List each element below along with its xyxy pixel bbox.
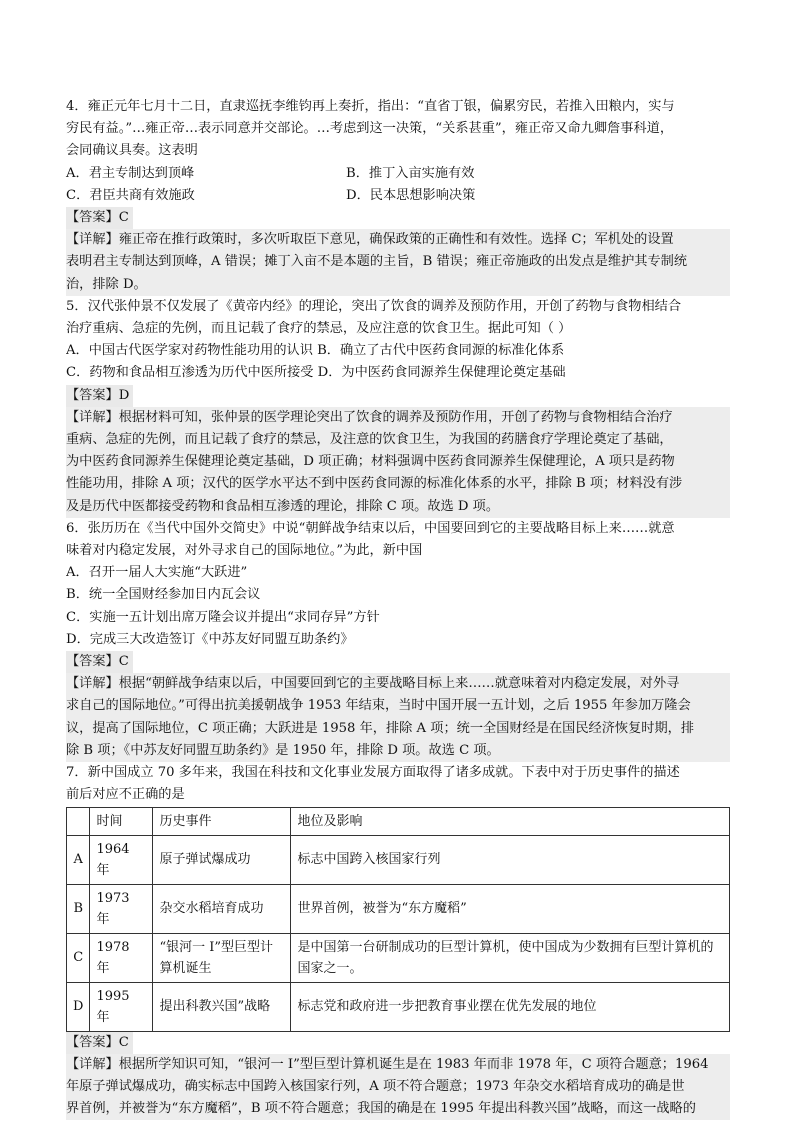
question-stem-line: 6．张历历在《当代中国外交简史》中说“朝鲜战争结束以后，中国要回到它的主要战略目标上来……就意 <box>66 520 675 536</box>
table-cell: 原子弹试爆成功 <box>153 835 291 884</box>
option-c: C．实施一五计划出席万隆会议并提出“求同存异”方针 <box>66 609 380 625</box>
table-row <box>67 933 730 982</box>
option-a: A．君主专制达到顶峰 <box>66 165 195 181</box>
table-cell: 标志中国跨入核国家行列 <box>291 835 730 884</box>
detail-line: 及是历代中医都接受药物和食品相互渗透的理论，排除 C 项。故选 D 项。 <box>66 498 500 514</box>
question-4 <box>66 96 730 296</box>
table-cell: 1964 年 <box>90 835 153 884</box>
table-header-row <box>67 807 730 835</box>
answer-label: 【答案】D <box>66 385 133 407</box>
option-c: C．君臣共商有效施政 <box>66 187 195 203</box>
question-stem-line: 会同确议具奏。这表明 <box>66 143 198 159</box>
table-cell: B <box>67 884 90 933</box>
question-stem-line: 5．汉代张仲景不仅发展了《黄帝内经》的理论，突出了饮食的调养及预防作用，开创了药物与食物相结合 <box>66 298 682 314</box>
document-page <box>66 96 730 1120</box>
question-stem-line: 4．雍正元年七月十二日，直隶巡抚李维钧再上奏折，指出：“直省丁银，偏累穷民，若推入田粮内，实与 <box>66 99 675 114</box>
detail-line: 年原子弹试爆成功，确实标志中国跨入核国家行列，A 项不符合题意；1973 年杂交水稻培育成功的确是世 <box>66 1078 685 1094</box>
detail-block <box>66 407 730 518</box>
detail-line: 【详解】雍正帝在推行政策时，多次听取臣下意见，确保政策的正确性和有效性。选择 C；军机处的设置 <box>66 232 674 248</box>
detail-line: 为中医药食同源养生保健理论奠定基础，D 项正确；材料强调中医药食同源养生保健理论，A 项只是药物 <box>66 454 675 470</box>
table-cell: 1995 年 <box>90 982 153 1031</box>
table-cell: C <box>67 933 90 982</box>
answer-label: 【答案】C <box>66 207 133 229</box>
detail-line: 求自己的国际地位。”可得出抗美援朝战争 1953 年结束，当时中国开展一五计划，之后 1955 年参加万隆会 <box>66 698 691 714</box>
table-cell: 杂交水稻培育成功 <box>153 884 291 933</box>
option-row <box>66 163 730 185</box>
answer-label: 【答案】C <box>66 1032 133 1054</box>
option-row <box>66 185 730 207</box>
table-header-cell: 时间 <box>90 807 153 835</box>
detail-line: 【详解】根据材料可知，张仲景的医学理论突出了饮食的调养及预防作用，开创了药物与食物相结合治疗 <box>66 409 673 425</box>
option-row: C．药物和食品相互渗透为历代中医所接受 D．为中医药食同源养生保健理论奠定基础 <box>66 365 566 381</box>
detail-line: 界首例，并被誉为“东方魔稻”，B 项不符合题意；我国的确是在 1995 年提出科教兴国”战略，而这一战略的 <box>66 1101 696 1117</box>
question-stem-line: 治疗重病、急症的先例，而且记载了食疗的禁忌，及应注意的饮食卫生。据此可知（ ） <box>66 321 572 337</box>
detail-line: 除 B 项；《中苏友好同盟互助条约》是 1950 年，排除 D 项。故选 C 项。 <box>66 742 500 758</box>
detail-block <box>66 1054 730 1121</box>
detail-line: 【详解】根据“朝鲜战争结束以后，中国要回到它的主要战略目标上来……就意味着对内稳定发展，对外寻 <box>66 676 680 692</box>
table-cell: 1978 年 <box>90 933 153 982</box>
table-cell: 提出科教兴国”战略 <box>153 982 291 1031</box>
option-d: D．完成三大改造签订《中苏友好同盟互助条约》 <box>66 631 354 647</box>
table-row <box>67 835 730 884</box>
table-cell: 标志党和政府进一步把教育事业摆在优先发展的地位 <box>291 982 730 1031</box>
detail-block <box>66 673 730 762</box>
table-cell: A <box>67 835 90 884</box>
table-cell: 世界首例，被誉为“东方魔稻” <box>291 884 730 933</box>
table-row <box>67 982 730 1031</box>
events-table <box>66 807 730 1032</box>
table-header-cell: 地位及影响 <box>291 807 730 835</box>
detail-line: 性能功用，排除 A 项；汉代的医学水平达不到中医药食同源的标准化体系的水平，排除 B 项；材料没有涉 <box>66 476 683 492</box>
question-stem-line: 7．新中国成立 70 多年来，我国在科技和文化事业发展方面取得了诸多成就。下表中对于历史事件的描述 <box>66 765 680 781</box>
option-a: A．召开一届人大实施“大跃进” <box>66 565 248 581</box>
question-6 <box>66 518 730 762</box>
detail-line: 重病、急症的先例，而且记载了食疗的禁忌，及注意的饮食卫生，为我国的药膳食疗学理论奠定了基础， <box>66 432 673 448</box>
question-stem-line: 味着对内稳定发展，对外寻求自己的国际地位。”为此，新中国 <box>66 543 423 559</box>
option-b: B．统一全国财经参加日内瓦会议 <box>66 587 261 603</box>
option-b: B．推丁入亩实施有效 <box>346 165 475 181</box>
answer-label: 【答案】C <box>66 651 133 673</box>
detail-line: 【详解】根据所学知识可知，“银河一 I”型巨型计算机诞生是在 1983 年而非 1978 年，C 项符合题意；1964 <box>66 1056 709 1072</box>
detail-line: 议，提高了国际地位，C 项正确；大跃进是 1958 年，排除 A 项；统一全国财经是在国民经济恢复时期，排 <box>66 720 695 736</box>
question-stem-line: 穷民有益。”…雍正帝…表示同意并交部论。…考虑到这一决策，“关系甚重”，雍正帝又命九卿詹事科道， <box>66 121 674 137</box>
table-header-cell: 历史事件 <box>153 807 291 835</box>
table-row <box>67 884 730 933</box>
question-stem-line: 前后对应不正确的是 <box>66 787 185 803</box>
option-row: A．中国古代医学家对药物性能功用的认识 B．确立了古代中医药食同源的标准化体系 <box>66 343 565 359</box>
detail-block <box>66 229 730 296</box>
option-d: D．民本思想影响决策 <box>346 187 476 203</box>
table-cell: D <box>67 982 90 1031</box>
question-5 <box>66 296 730 518</box>
table-cell: 是中国第一台研制成功的巨型计算机，使中国成为少数拥有巨型计算机的国家之一。 <box>291 933 730 982</box>
table-cell: “银河一 I”型巨型计算机诞生 <box>153 933 291 982</box>
detail-line: 表明君主专制达到顶峰，A 错误；摊丁入亩不是本题的主旨，B 错误；雍正帝施政的出发点是维护其专制统 <box>66 254 688 270</box>
table-cell: 1973 年 <box>90 884 153 933</box>
question-7 <box>66 762 730 1120</box>
detail-line: 治，排除 D。 <box>66 276 147 292</box>
table-header-cell <box>67 807 90 835</box>
